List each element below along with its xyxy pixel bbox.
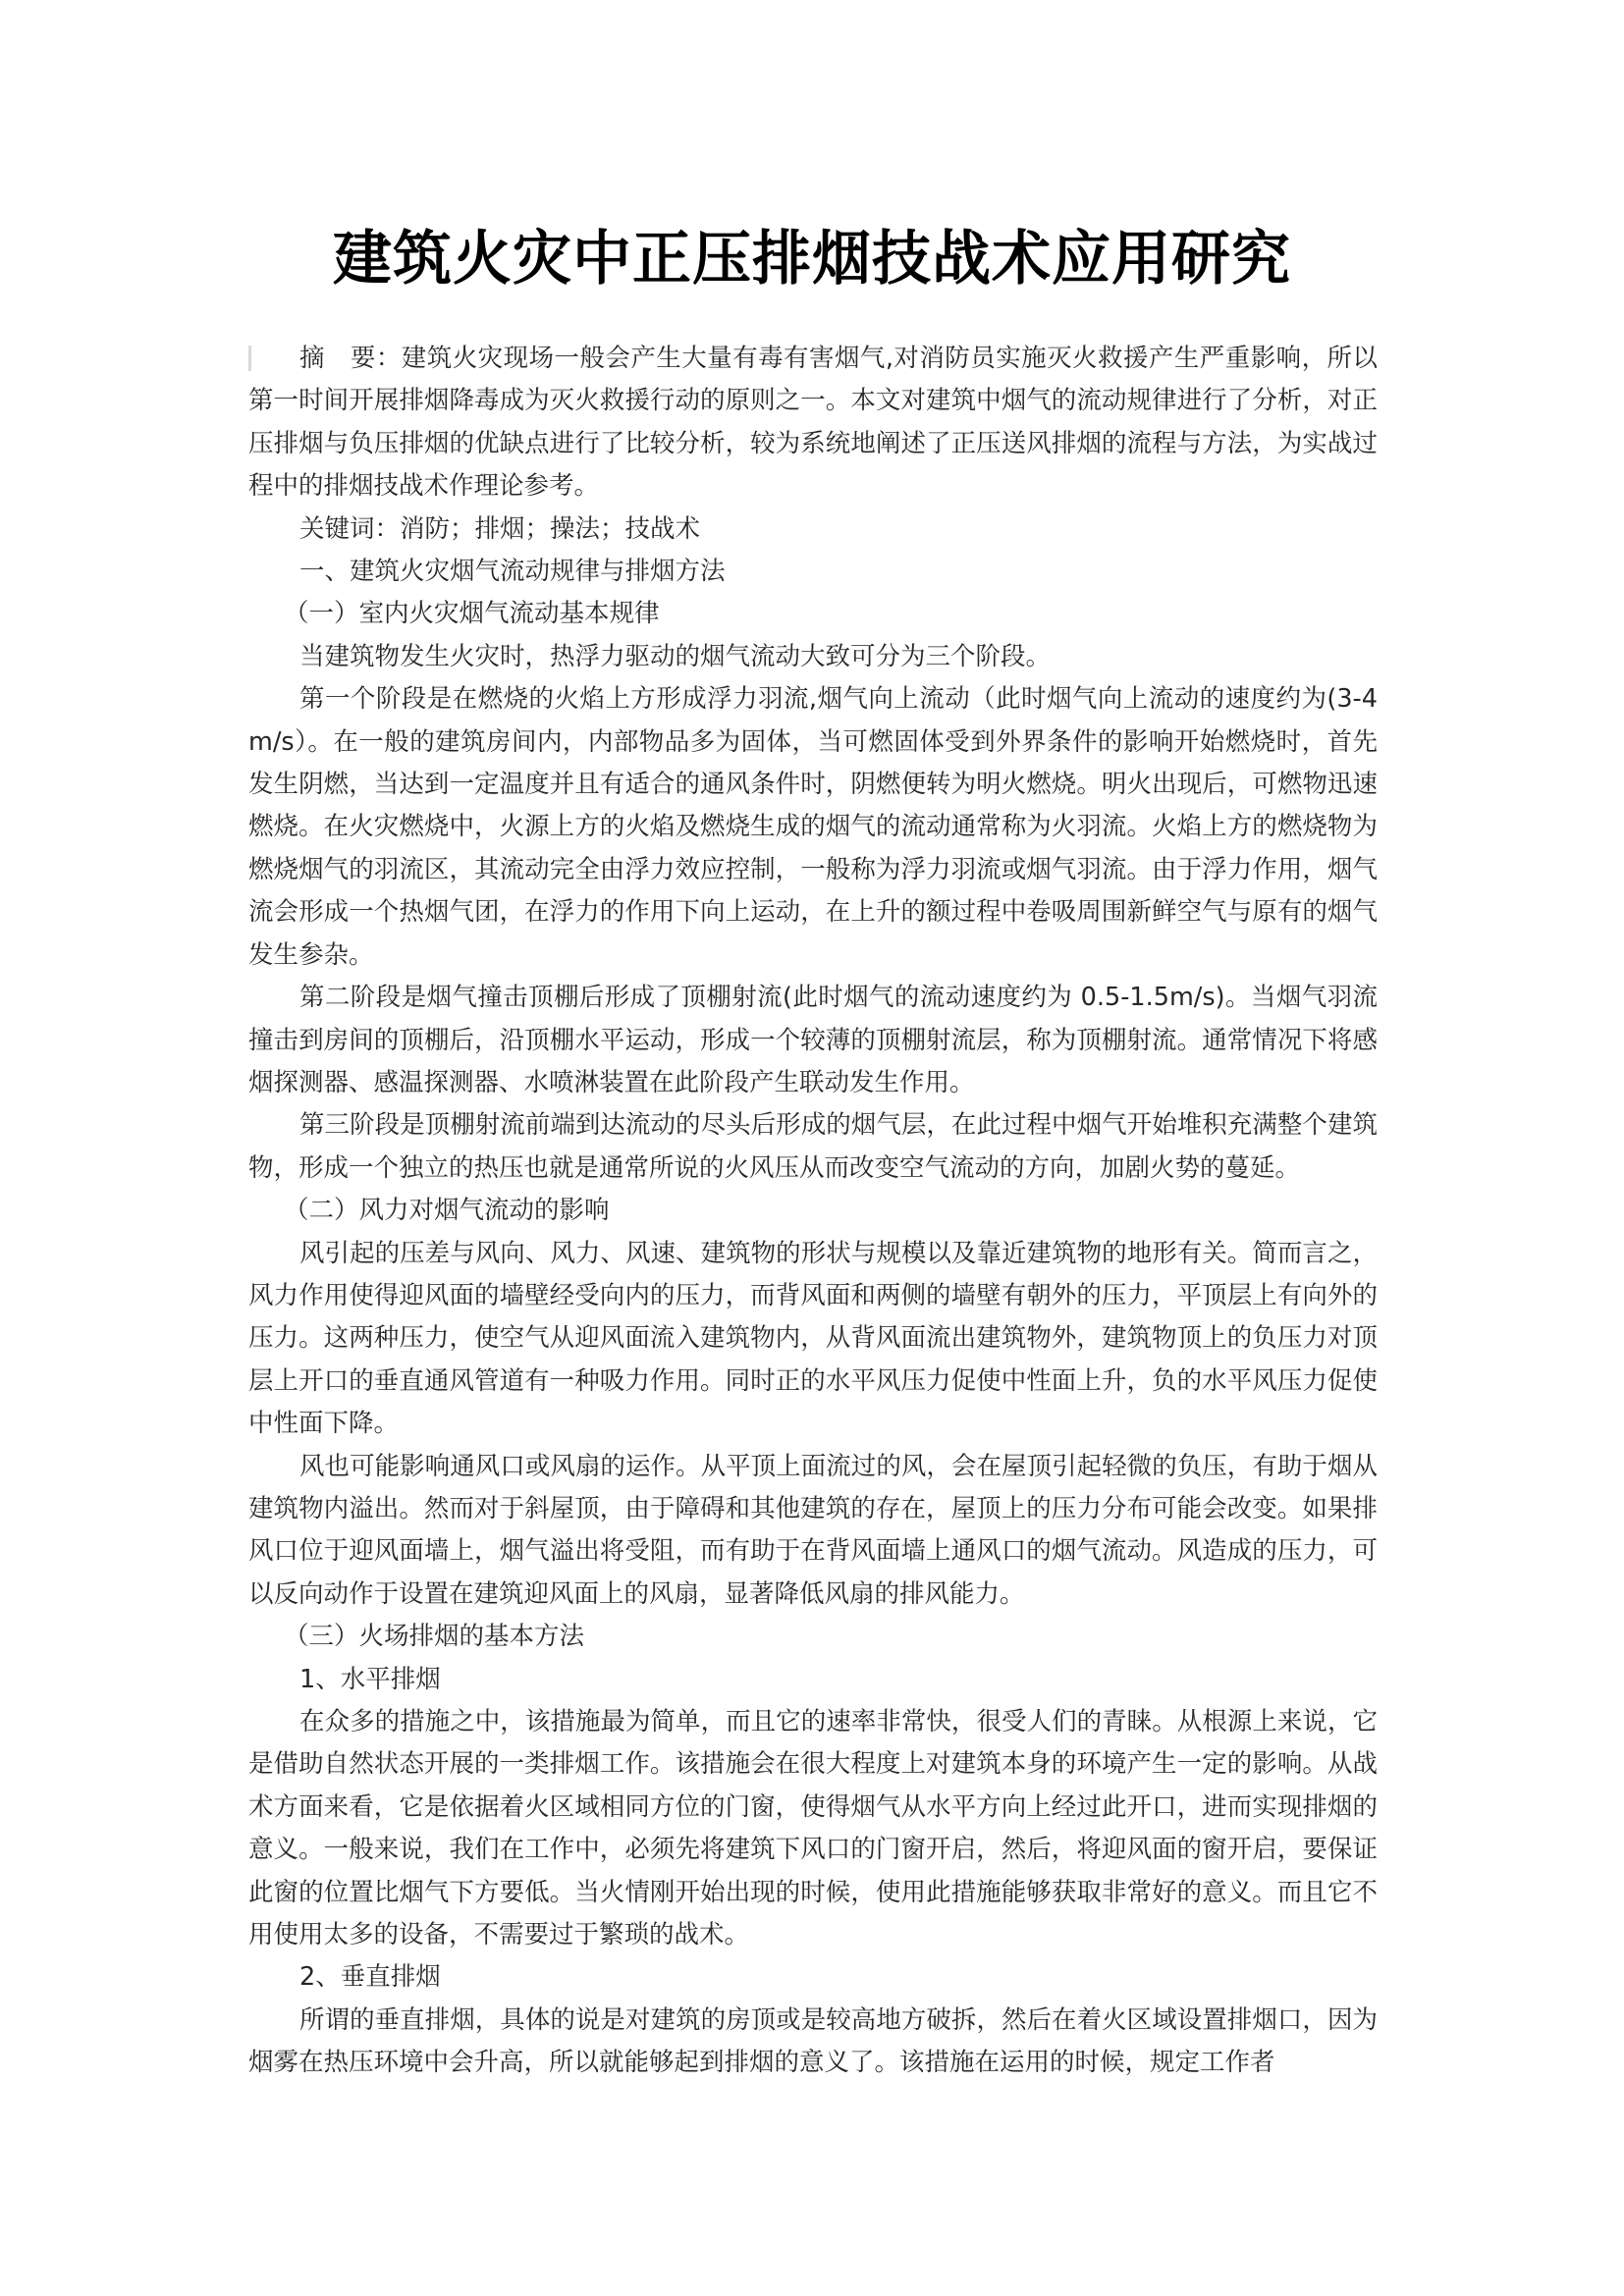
body-paragraph: 第一个阶段是在燃烧的火焰上方形成浮力羽流,烟气向上流动（此时烟气向上流动的速度约为(3-4m/s）。在一般的建筑房间内，内部物品多为固体，当可燃固体受到外界条件的影响开始燃烧时，首先发生阴燃，当达到一定温度并且有适合的通风条件时，阴燃便转为明火燃烧。明火出现后，可燃物迅速燃烧。在火灾燃烧中，火源上方的火焰及燃烧生成的烟气的流动通常称为火羽流。火焰上方的燃烧物为燃烧烟气的羽流区，其流动完全由浮力效应控制，一般称为浮力羽流或烟气羽流。由于浮力作用，烟气流会形成一个热烟气团，在浮力的作用下向上运动，在上升的额过程中卷吸周围新鲜空气与原有的烟气发生参杂。	[248, 684, 1378, 970]
document-body	[248, 338, 1378, 2085]
body-paragraph: 第三阶段是顶棚射流前端到达流动的尽头后形成的烟气层，在此过程中烟气开始堆积充满整个建筑物，形成一个独立的热压也就是通常所说的火风压从而改变空气流动的方向，加剧火势的蔓延。	[248, 1110, 1378, 1183]
keywords-paragraph: 关键词：消防；排烟；操法；技战术	[299, 513, 701, 544]
body-paragraph: 风也可能影响通风口或风扇的运作。从平顶上面流过的风，会在屋顶引起轻微的负压，有助于烟从建筑物内溢出。然而对于斜屋顶，由于障碍和其他建筑的存在，屋顶上的压力分布可能会改变。如果排风口位于迎风面墙上，烟气溢出将受阻，而有助于在背风面墙上通风口的烟气流动。风造成的压力，可以反向动作于设置在建筑迎风面上的风扇，显著降低风扇的排风能力。	[248, 1451, 1378, 1609]
subsection-heading: （三）火场排烟的基本方法	[284, 1622, 585, 1652]
subsection-heading: （二）风力对烟气流动的影响	[284, 1196, 610, 1226]
body-paragraph: 风引起的压差与风向、风力、风速、建筑物的形状与规模以及靠近建筑物的地形有关。简而言之，风力作用使得迎风面的墙壁经受向内的压力，而背风面和两侧的墙壁有朝外的压力，平顶层上有向外的压力。这两种压力，使空气从迎风面流入建筑物内，从背风面流出建筑物外，建筑物顶上的负压力对顶层上开口的垂直通风管道有一种吸力作用。同时正的水平风压力促使中性面上升，负的水平风压力促使中性面下降。	[248, 1238, 1378, 1439]
body-paragraph: 当建筑物发生火灾时，热浮力驱动的烟气流动大致可分为三个阶段。	[299, 641, 1052, 671]
section-heading: 一、建筑火灾烟气流动规律与排烟方法	[299, 557, 726, 587]
body-paragraph: 所谓的垂直排烟，具体的说是对建筑的房顶或是较高地方破拆，然后在着火区域设置排烟口，因为烟雾在热压环境中会升高，所以就能够起到排烟的意义了。该措施在运用的时候，规定工作者	[248, 2004, 1378, 2078]
numbered-heading: 2、垂直排烟	[299, 1962, 441, 1993]
body-paragraph: 在众多的措施之中，该措施最为简单，而且它的速率非常快，很受人们的青睐。从根源上来说，它是借助自然状态开展的一类排烟工作。该措施会在很大程度上对建筑本身的环境产生一定的影响。从战术方面来看，它是依据着火区域相同方位的门窗，使得烟气从水平方向上经过此开口，进而实现排烟的意义。一般来说，我们在工作中，必须先将建筑下风口的门窗开启，然后，将迎风面的窗开启，要保证此窗的位置比烟气下方要低。当火情刚开始出现的时候，使用此措施能够获取非常好的意义。而且它不用使用太多的设备，不需要过于繁琐的战术。	[248, 1707, 1378, 1950]
numbered-heading: 1、水平排烟	[299, 1664, 441, 1694]
body-paragraph: 第二阶段是烟气撞击顶棚后形成了顶棚射流(此时烟气的流动速度约为 0.5-1.5m/s)。当烟气羽流撞击到房间的顶棚后，沿顶棚水平运动，形成一个较薄的顶棚射流层，称为顶棚射流。通常情况下将感烟探测器、感温探测器、水喷淋装置在此阶段产生联动发生作用。	[248, 983, 1378, 1097]
document-title: 建筑火灾中正压排烟技战术应用研究	[333, 225, 1291, 294]
subsection-heading: （一）室内火灾烟气流动基本规律	[284, 599, 660, 629]
abstract-paragraph: 摘 要：建筑火灾现场一般会产生大量有毒有害烟气,对消防员实施灭火救援产生严重影响，所以第一时间开展排烟降毒成为灭火救援行动的原则之一。本文对建筑中烟气的流动规律进行了分析，对正压排烟与负压排烟的优缺点进行了比较分析，较为系统地阐述了正压送风排烟的流程与方法，为实战过程中的排烟技战术作理论参考。	[248, 344, 1378, 502]
